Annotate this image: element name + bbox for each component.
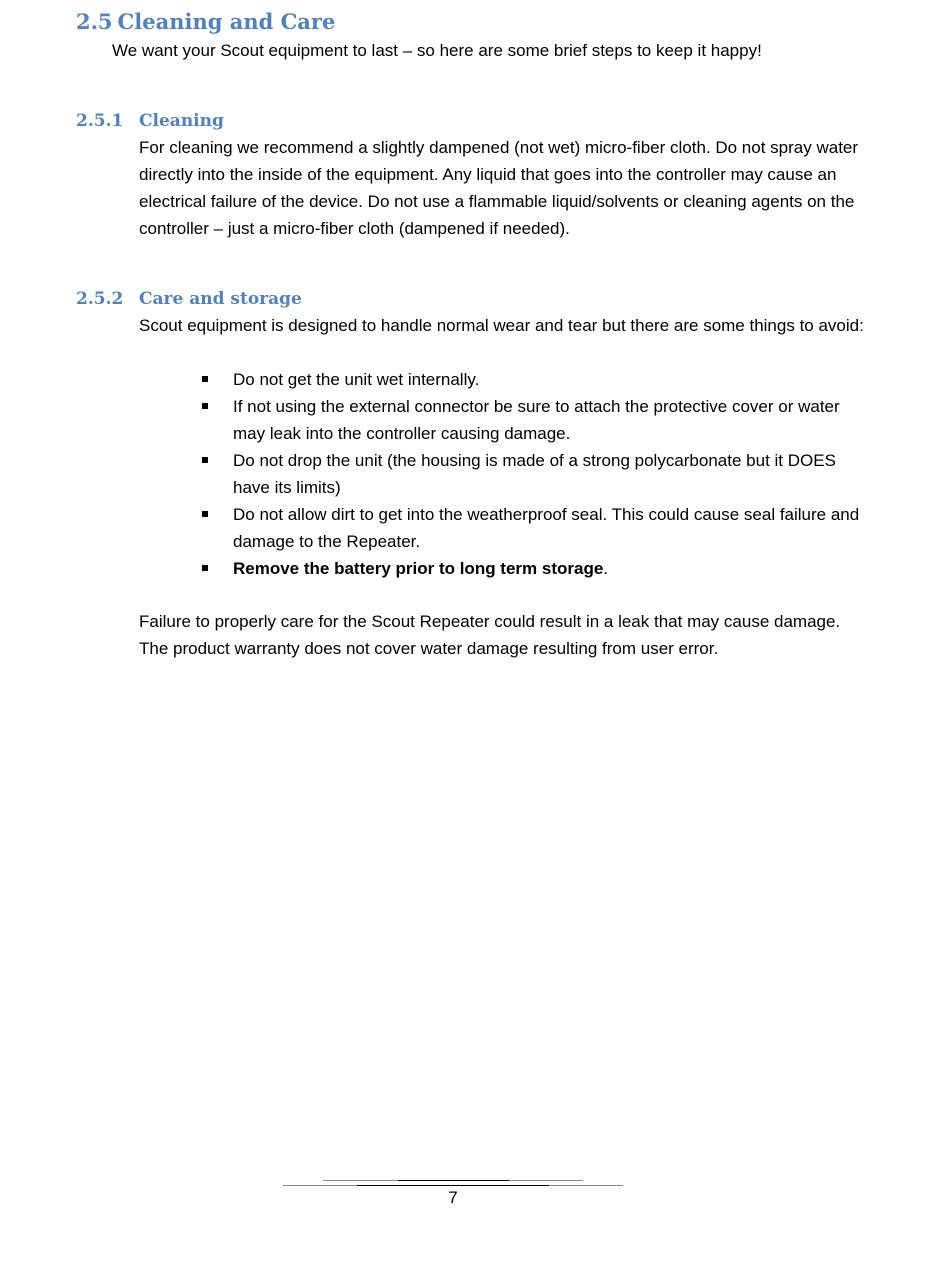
list-item	[233, 501, 869, 555]
list-item	[233, 447, 869, 501]
care-number: 2.5.2	[76, 289, 124, 309]
square-bullet-icon	[202, 376, 208, 382]
section-intro: We want your Scout equipment to last – so here are some brief steps to keep it happy!	[112, 41, 762, 60]
list-item	[233, 393, 869, 447]
list-item	[233, 555, 869, 582]
square-bullet-icon	[202, 511, 208, 517]
list-item-text: If not using the external connector be sure to attach the protective cover or water may leak into the controller causing damage.	[233, 397, 840, 443]
footer-rule-accent	[398, 1180, 509, 1181]
care-bullet-list	[233, 366, 869, 582]
section-heading	[76, 8, 335, 36]
list-item-text: Do not drop the unit (the housing is made of a strong polycarbonate but it DOES have its limits)	[233, 451, 836, 497]
cleaning-title: Cleaning	[139, 111, 224, 131]
section-title: Cleaning and Care	[117, 9, 336, 34]
care-heading	[76, 287, 302, 311]
cleaning-paragraph: For cleaning we recommend a slightly dampened (not wet) micro-fiber cloth. Do not spray water directly into the inside of the equipment. Any liquid that goes into the controller may cause an electrical failure of the device. Do not use a flammable liquid/solvents or cleaning agents on the controller – just a micro-fiber cloth (dampened if needed).	[139, 138, 859, 238]
list-item-text: Do not allow dirt to get into the weatherproof seal. This could cause seal failure and damage to the Repeater.	[233, 505, 860, 551]
cleaning-number: 2.5.1	[76, 111, 124, 131]
list-item	[233, 366, 869, 393]
bold-warning-text: Remove the battery prior to long term storage	[233, 559, 604, 578]
care-closing-paragraph: Failure to properly care for the Scout Repeater could result in a leak that may cause damage. The product warranty does not cover water damage resulting from user error.	[139, 612, 841, 658]
bold-warning-suffix: .	[603, 559, 609, 578]
square-bullet-icon	[202, 403, 208, 409]
square-bullet-icon	[202, 457, 208, 463]
list-item-text: Do not get the unit wet internally.	[233, 370, 480, 389]
square-bullet-icon	[202, 565, 208, 571]
care-title: Care and storage	[139, 289, 302, 309]
cleaning-heading	[76, 109, 224, 133]
section-number: 2.5	[76, 9, 113, 34]
care-paragraph: Scout equipment is designed to handle normal wear and tear but there are some things to avoid:	[139, 316, 864, 335]
page-number: 7	[448, 1188, 458, 1207]
